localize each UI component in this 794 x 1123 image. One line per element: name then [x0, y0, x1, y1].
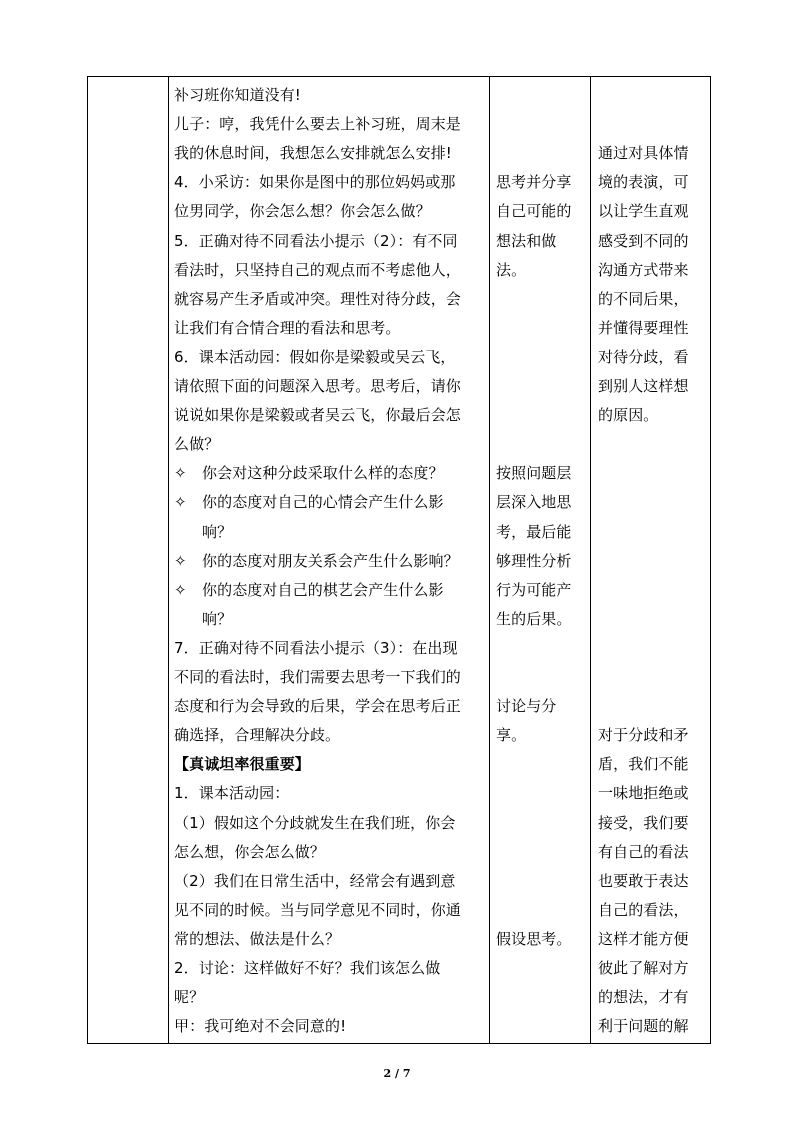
- note-line: 讨论与分: [496, 697, 557, 716]
- content-line-text: 响？: [202, 522, 233, 541]
- content-line-text: 7．正确对待不同看法小提示（3）：在出现: [174, 638, 458, 657]
- note-line: 对待分歧，看: [598, 347, 689, 366]
- student-activity-cell: [490, 77, 591, 1044]
- content-line-text: 请依照下面的问题深入思考。思考后，请你: [174, 377, 461, 395]
- note-line: 够理性分析: [496, 551, 572, 570]
- content-line-text: 你的态度对自己的心情会产生什么影: [202, 493, 444, 512]
- content-line: [174, 663, 461, 692]
- note-line: 这样才能方便: [598, 929, 689, 948]
- content-line-text: 就容易产生矛盾或冲突。理性对待分歧，会: [174, 289, 461, 308]
- content-line: [174, 343, 455, 372]
- content-line-text: 2．讨论：这样做好不好？我们该怎么做: [174, 959, 441, 977]
- note-line: 行为可能产: [496, 580, 572, 599]
- content-line-text: 儿子：哼，我凭什么要去上补习班，周末是: [174, 115, 461, 134]
- note-line: 层深入地思: [496, 493, 572, 512]
- content-line: [174, 925, 340, 954]
- bullet-icon: ✧: [174, 551, 187, 570]
- content-line-text: 位男同学，你会怎么想？你会怎么做？: [174, 202, 431, 221]
- content-line-text: 态度和行为会导致的后果，学会在思考后正: [174, 697, 461, 716]
- note-line: 以让学生直观: [598, 202, 689, 221]
- content-line-text: 么做？: [174, 435, 220, 454]
- note-line: 接受，我们要: [598, 813, 689, 832]
- note-line: 境的表演，可: [598, 173, 689, 192]
- content-line: [174, 721, 340, 750]
- content-line: [174, 197, 431, 226]
- content-line-text: 确选择，合理解决分歧。: [174, 726, 341, 745]
- note-line: 自己的看法，: [598, 900, 689, 919]
- content-line: [174, 605, 232, 634]
- content-line-text: 5．正确对待不同看法小提示（2）：有不同: [174, 231, 458, 250]
- content-line: [174, 81, 301, 110]
- content-line: [174, 401, 461, 430]
- content-line-text: 让我们有合情合理的看法和思考。: [174, 318, 401, 337]
- content-line: [174, 779, 289, 808]
- note-line: 到别人这样想: [598, 377, 689, 395]
- content-line: [174, 139, 452, 168]
- content-line: [174, 692, 461, 721]
- note-line: 生的后果。: [496, 609, 572, 628]
- content-line-text: 见不同的时候。当与同学意见不同时，你通: [174, 900, 461, 919]
- note-line: 有自己的看法: [598, 842, 689, 861]
- content-line: [174, 227, 458, 256]
- note-line: 感受到不同的: [598, 231, 689, 250]
- content-line-text: 你的态度对自己的棋艺会产生什么影: [202, 580, 444, 599]
- design-intent-cell: [591, 77, 711, 1044]
- content-line: [174, 430, 219, 459]
- content-line-text: 4．小采访：如果你是图中的那位妈妈或那: [174, 173, 456, 192]
- content-line-text: （1）假如这个分歧就发生在我们班，你会: [174, 813, 456, 832]
- note-line: 享。: [496, 726, 527, 745]
- content-line: [174, 168, 455, 197]
- content-line-text: 你会对这种分歧采取什么样的态度？: [202, 464, 444, 483]
- note-line: 一味地拒绝或: [598, 784, 689, 803]
- content-line: [174, 809, 455, 838]
- content-line-text: 看法时，只坚持自己的观点而不考虑他人，: [174, 260, 461, 279]
- content-line-text: 1．课本活动园：: [174, 784, 290, 803]
- note-line: 考，最后能: [496, 522, 572, 541]
- note-line: 的想法，才有: [598, 988, 689, 1007]
- content-line-text: 补习班你知道没有!: [174, 86, 301, 104]
- content-line: [174, 983, 204, 1012]
- content-line-text: 6．课本活动园：假如你是梁毅或吴云飞，: [174, 347, 456, 366]
- content-line: [174, 256, 461, 285]
- bullet-icon: ✧: [174, 464, 187, 483]
- note-line: 想法和做: [496, 231, 557, 250]
- note-line: 对于分歧和矛: [598, 726, 689, 745]
- note-line: 思考并分享: [496, 173, 572, 192]
- bullet-icon: ✧: [174, 493, 187, 512]
- content-line: [174, 314, 401, 343]
- content-line: [174, 547, 459, 576]
- note-line: 沟通方式带来: [598, 260, 689, 279]
- content-line: [174, 285, 461, 314]
- page-number: 2 / 7: [383, 1067, 411, 1080]
- note-line: 通过对具体情: [598, 144, 689, 163]
- content-line-text: 你的态度对朋友关系会产生什么影响？: [202, 551, 459, 570]
- table-row: [88, 77, 711, 1044]
- content-line: [174, 372, 461, 401]
- note-line: 自己可能的: [496, 202, 572, 221]
- blank-column-cell: [88, 77, 169, 1044]
- content-line: [174, 750, 310, 779]
- content-line: [174, 634, 458, 663]
- content-line: [174, 954, 440, 983]
- content-line-text: 我的休息时间，我想怎么安排就怎么安排!: [174, 144, 452, 163]
- note-line: 的不同后果，: [598, 289, 689, 308]
- content-line-text: 【真诚坦率很重要】: [174, 755, 310, 774]
- note-line: 彼此了解对方: [598, 959, 689, 977]
- note-line: 并懂得要理性: [598, 318, 689, 337]
- content-line-text: 甲：我可绝对不会同意的!: [174, 1017, 347, 1036]
- content-line-text: 不同的看法时，我们需要去思考一下我们的: [174, 668, 461, 686]
- teaching-content-cell: [169, 77, 490, 1044]
- lesson-plan-table: [87, 76, 711, 1044]
- note-line: 按照问题层: [496, 464, 572, 483]
- content-line: [174, 838, 325, 867]
- content-line-text: 常的想法、做法是什么？: [174, 929, 341, 948]
- note-line: 的原因。: [598, 406, 659, 425]
- content-line: [174, 518, 232, 547]
- content-line-text: 呢？: [174, 988, 205, 1007]
- content-line: [174, 1012, 346, 1041]
- content-line: [174, 110, 461, 139]
- content-line-text: 怎么想，你会怎么做？: [174, 842, 326, 861]
- bullet-icon: ✧: [174, 580, 187, 599]
- note-line: 假设思考。: [496, 929, 572, 948]
- content-line: [174, 896, 461, 925]
- note-line: 也要敢于表达: [598, 871, 689, 890]
- note-line: 法。: [496, 260, 527, 279]
- content-line: [174, 576, 444, 605]
- note-line: 利于问题的解: [598, 1017, 689, 1036]
- content-line: [174, 488, 444, 517]
- note-line: 盾，我们不能: [598, 755, 689, 774]
- content-line-text: （2）我们在日常生活中，经常会有遇到意: [174, 871, 456, 890]
- content-line-text: 响？: [202, 609, 233, 628]
- content-line: [174, 459, 444, 488]
- content-line-text: 说说如果你是梁毅或者吴云飞，你最后会怎: [174, 406, 461, 425]
- content-line: [174, 867, 455, 896]
